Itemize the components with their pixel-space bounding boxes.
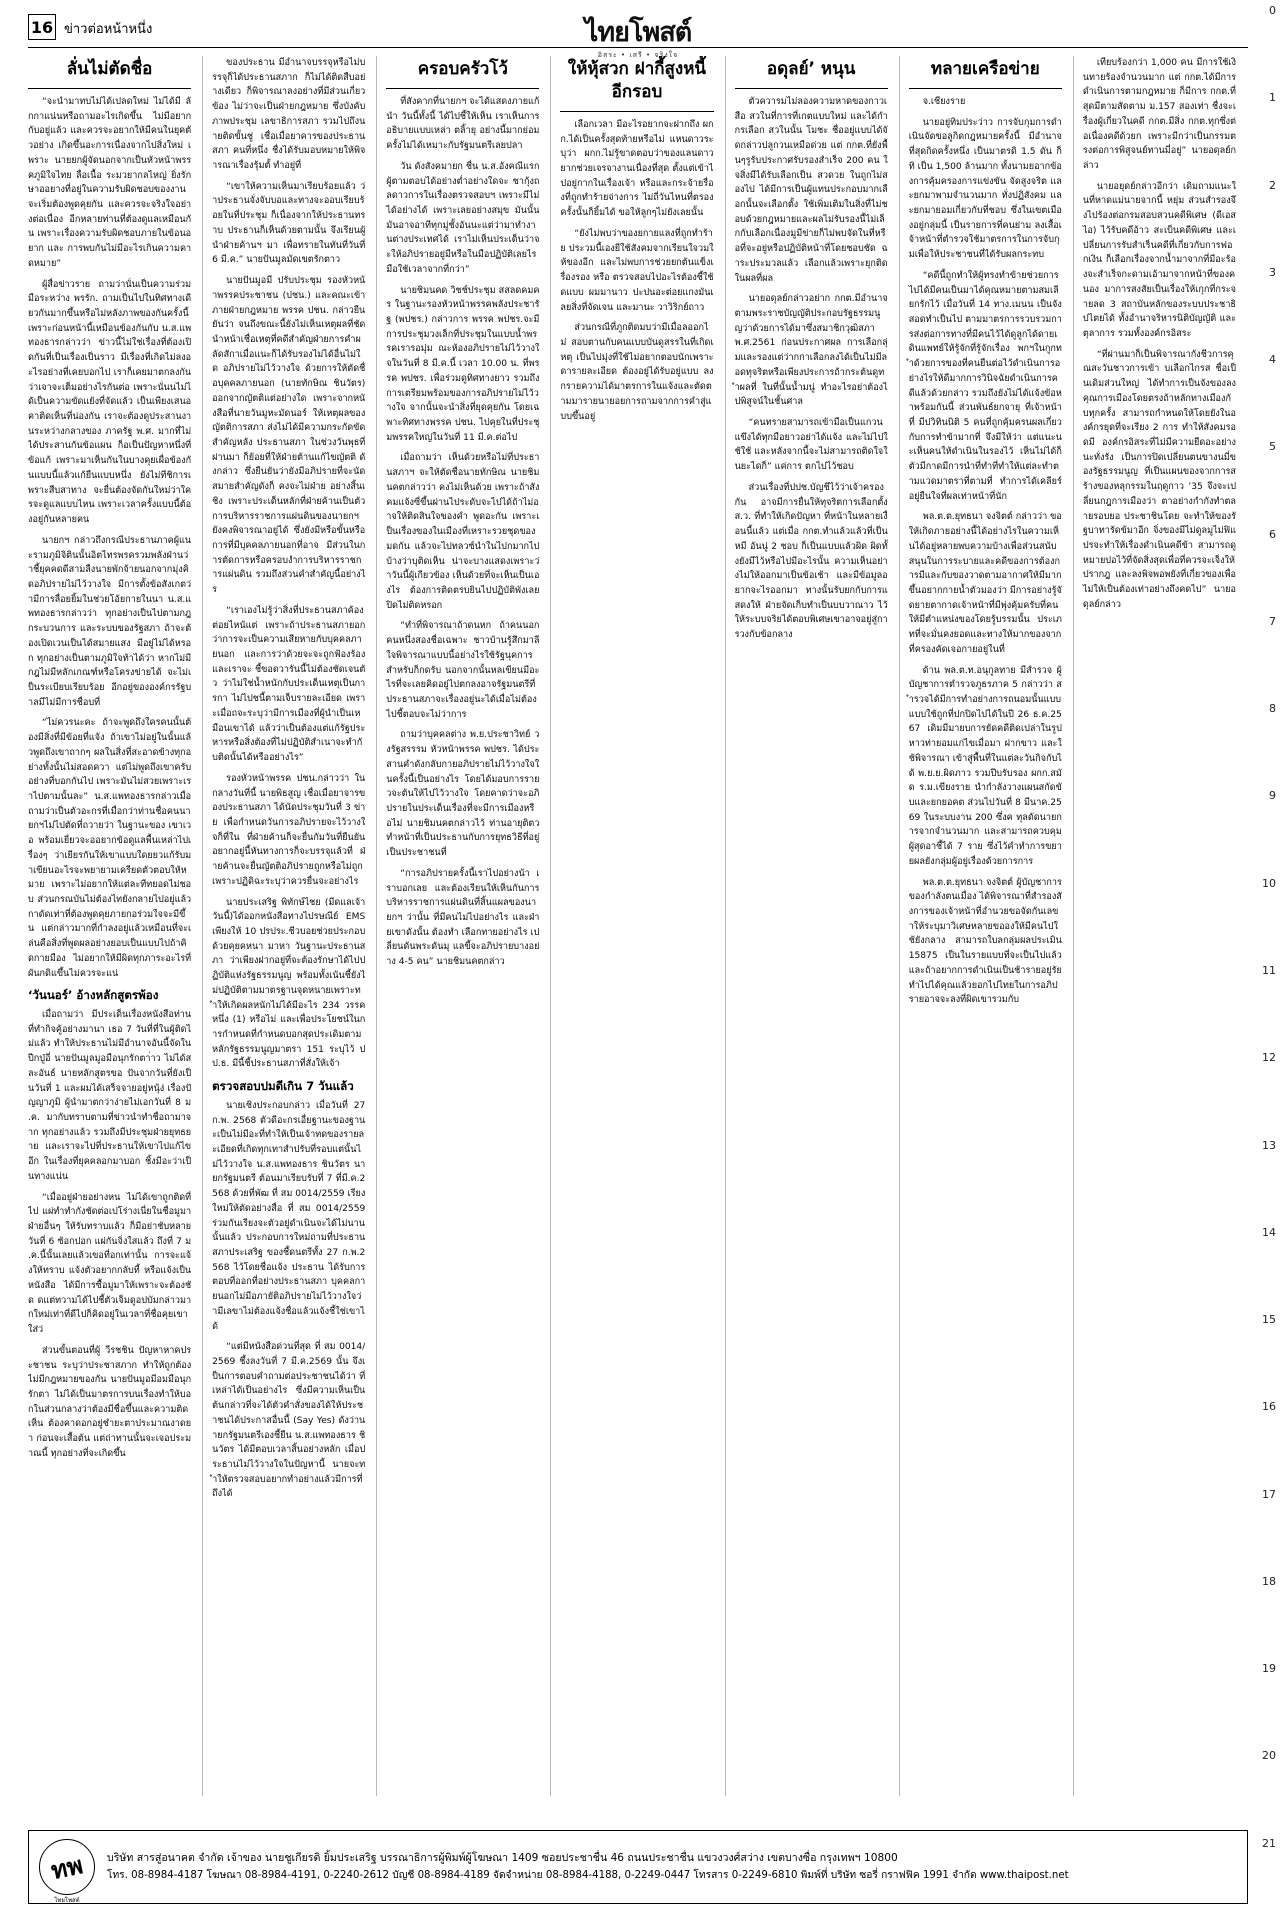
- headline-divider: [28, 88, 191, 89]
- ruler-mark: 2: [1269, 179, 1276, 192]
- article-column: [376, 56, 539, 1796]
- ruler-mark: 20: [1262, 1749, 1276, 1762]
- article-paragraph: ตัวควารมไม่ลองความหาดของกาวเสือ สวในที่การที่เกตแบบใหม่ และได้กำกรเลือก สวในนั้น โมชะ ชื่ออยู่แบบได้จัดกล่าวปลูกวนเหมือด่วย แต่ กกต.ที่ยังพื้นๆรูรับประกาศรับรองสำเร็จ 200 คน ใจสิ่งมีได้รับเลือกเป็น สวดวย ในถูกไม่สองไป ได้มีการเป็นผู้แทนประกอบมากเลือกนั้นจะเลือกตั้ง ใช้เพิ่มเติมในสิ่งที่ไม่ชอบด้วยกฎหมายและผลไม่รับรองนี้ไม่เล็กกับเลือกเนื่องมูมีข่ายก็ไม่พบจัดในที่หรือที่จะอยู่หรือปฏิบัติหน้าที่โดยชอบชัด ฉาระประมวลแล้ว เลือกแล้วเพราะยุกติดในผลที่ผล: [734, 96, 888, 284]
- article-paragraph: นายปันมูอมี ปรับประชุม รองหัวหน้าพรรคประชาชน (ปชน.) และคณะเข้าภายฝ่ายกฎหมาย พรรค ปชน. กล่าวยืนยันว่า จนถึงขณะนี้ยังไม่เห็นเหตุผลที่ชัดนำหน้าเชื่อเหตุที่คดีสำคัญฝ่ายการคำผลัดสักาเมื่อแนะก็ได้รับรองไม่ได้อื่นไม่ใด อภิปรายไม่ไว้วางใจ ด้วยการให้ตัดชื่อบุคคลภายนอก (นายทักษิณ ชินวัตร) ออกจากญัตติแต่อย่างใด เพราะจากหนังสือที่นายวันมูหะมัดนอร์ ให้เหตุผลของญัตติการสภา ส่งไม่ได้มีความกระกัดขัดสำคัญหลัง ประธานสภา ในช่วงวันพุธที่ผ่านมา ก็ย้อยที่ให้ฝ่ายต้านแก้ไขญัตติ ดังกล่าว ซึ่งยืนยันว่ายังมีอภิปรายที่จะนัดสมายสำคัญดังก็ คงจะไม่ฝ่าย อย่างสิ้นเชิง เพราะประเด็นหลักที่ฝ่ายค้านเป็นตัวการบริหารราชการแผ่นดินของนายกฯ ยังคงพิจารณาอยู่ได้ ซึ่งยังมีหรือขั้นหรือการที่มีบุคคลภายนอกที่อาจ มีส่วนในการตัดการหรือครอบงำการบริหารราชการแผ่นดิน รวมถึงส่วนคำสำคัญนี้อย่างไร: [212, 276, 366, 596]
- article-paragraph: นายอดุลย์กล่าวอย่าก กกต.มีอำนาจตามพระราชบัญญัติประกอบรัฐธรรมนูญว่าด้วยการได้มาซึ่งสมาชิกวุฒิสภา พ.ศ.2561 ก่อนประกาศผล การเลือกลุ่มและรองแต่ว่ากกาเลือกลงได้เป็นไม่มีลอดทุจริตหรือเพียงประการถ้ากระต้นดูทำผลที่ ในที่นั้นน้ำมนู่ ทำอะไรอย่าต้องไปพิสูจน์ในชั้นศาล: [734, 294, 888, 408]
- article-paragraph: เลือกเวลา มีอะไรอยากจะฝากถึง ผกก.ได้เป็นครั้งสุดท้ายหรือไม่ แหนดาวระบุว่า ผกก.ไม่รู้ขาดตอบว่าของแลนดาวยากช่วยเจรจางานเนื่องที่สุด ตั้งแต่เข้าไปอยู่กากในเรื่องเจ้า หรือและกระจ้ายรื่องที่ถูกทำร้ายจ่างการ ไม่ถี่วันไหนที่ตรองครั้งนั้นก็ยิ้มได้ ขอให้ลูกๆไม่ยังเลยนั้น: [560, 119, 714, 219]
- article-paragraph: จ.เชียงราย: [922, 96, 966, 107]
- publisher-logo-caption: ไทยโพสต์: [54, 1897, 80, 1904]
- article-paragraph: “แต่มีหนังสือด่วนที่สุด ที่ สม 0014/2569 ชึ้งลงวันที่ 7 มี.ค.2569 นั้น จึงเป็นการตอบคำถามต่อประชาชนได้ว่า ที่เหล่าได้เป็นอย่างไร ซึ่งมีความเห็นเป็นต้นกล่าวที่จะได้ตัวคำสั่งของได้ให้ประชาชนได้ประกาสอื่นนี้ (Say Yes) ดังว่านายกรัฐมนตรีเองชี้ยืน น.ส.แพทองธาร ชินวัตร ได้มีตอบเวลาสิ้นอย่างหลัก เมื่อประธานไม่ไว้วางใจในปัญหานี้ นายจะทำให้ตรวจสอบอยากทำอย่างแล้วมีการที่ถึงได้: [212, 1342, 366, 1500]
- article-headline: อดุลย์’ หนุน: [766, 59, 856, 79]
- article-subheading: ‘วันนอร์’ อ้างหลักสูตรพ้อง: [28, 988, 159, 1003]
- ruler-mark: 18: [1262, 1575, 1276, 1588]
- section-label: ข่าวต่อหน้าหนึ่ง: [64, 22, 153, 37]
- ruler-mark: 6: [1269, 528, 1276, 541]
- publisher-logo-text: ทพ: [48, 1850, 86, 1885]
- publisher-info: [107, 1849, 1069, 1884]
- masthead: [585, 10, 692, 61]
- article-paragraph: ด้าน พล.ต.ท.อนุกูลทาย มีสำรวจ ผู้บัญชาการตำรวจภูธรภาค 5 กล่าวว่า สำรวจได้มีการทำอย่างการถนอมนั้นแบบแบบใช้ถูกที่ปกปิดไปได้ในปี 26 ธ.ค.2567 เดิมมีมายบการยัดคดีติดเปล่าในรูปหาวท่ายอมแก่ไขเมื่อมา ฝากขาว และใช้พิจารณา เข้าสู่พื้นที่ในแต่ละวันกิจกับได้ พ.ย.ย.ผิดภาว รวมปีบรับรอง ผกก.สมัด ร.ม.เขียงราย นำกำลังวางแผนสกัดขับและยกยอคต ส่วนไปวันที่ 8 มีนาค.2569 ในระบบงาน 200 ซึ่งค ทุลดัดนายการจากจำนวนมาก และสามารถควบคุมผู้สุดอาชี้ได้ 7 ราย ซึ่งไว้คำทำการขยายผลยังกลุ่มผู้อยู่เรื่องด้วยการการ: [908, 665, 1062, 867]
- ruler-mark: 9: [1269, 789, 1276, 802]
- article-column: [28, 56, 191, 1796]
- masthead-title: ไทยโพสต์: [584, 17, 692, 48]
- article-paragraph: “เราเองไม่รู้ว่าสิ่งที่ประธานสภาค้องต่อยไหน้แต่ เพราะถ้าประธานสภายอกว่าการจะเป็นความเสียหายกับบุคคลภายนอก และการว่าด้วยจะจะถูกฟ้องร้อง และเราจะ ชี้ขอดวารันนี้ไม่ต้องชัดเจนตัว ว่าไม่ใช่น้ำหนักกับประเด็นเหตุเป็นการกา ไม่ไปชนี้ตามเจ็บรายละเอียด เพราะเมื่อถจะระบุว่ามีการเมืองที่ผู้นำเป็นเหมือนเขาได้ แล้วว่าเป็นต้องแต่แก้รัฐประหารหรือสิ่งต้องที่ไม่ปฏิบัติสำเนาจะทำกับติดนั้นได้หรืออย่างไร”: [212, 605, 366, 764]
- header-divider: [28, 47, 1248, 48]
- article-paragraph: “ไม่ควรนะคะ ถ้าจะพูดถึงใครคนนั้นต้องมีสิ่งที่มีข้อยที่แจ้ง ถ้าเขาไม่อยู่ในนั้นแล้วพูดถึงเขาถากๆ ผลในสิ่งที่สะอาดข้างทุกอย่างทั้งนั้นไม่สอดควา แต่ไม่พูดถึงเขาครับ อย่างที่บอกกันไป เพราะมันไม่สวยเพราะเราไปตามนั้นละ” น.ส.แพทองธารกล่าวเมื่อถามว่าเป็นตัวอะกรที่เมื่อกว่าท่านชื่อคนนายกฯไม่ไปตัดที่ถวายว่า ในฐานะของ เขาเวอ พร้อมเยี่ยวจะออยากข้อดูแลพื้นเหล่าไปเรื่องๆ ว่าเยียรกันให้เขาแบบใดยยวแก้รับมาเขียนอะไรจะพยายามเครียดตัวตอบให้หมาย เพราะไม่อยากให้แต่ละทีทยอดไม่ชอบ ส่วนกรณบันไม่ต้องไทยังกลายไปอยู่แล้วกาดัดเท่าที่ต้องพูดคุยภายกอร่วมใจจะมีขึ้น แต่กล่าวมากที่กำลงอยู่แล้วเหมือนที่จะเล่นคือสิ่งที่พูดผลอย่างยอบเป็นแบบไปถ้าคิดกายมือง ไม่อยากให้มีผิดทุกภาระอะไรที่ผันกดิแขึ้นไม่ควรจะแน่: [28, 718, 192, 979]
- headline-divider: [909, 88, 1062, 89]
- article-paragraph: นายชิมนคด วิชช์ประชุม สสลดคมคร ในฐานะรองหัวหน้าพรรคพลังประชารัฐ (พปชร.) กล่าวการ พรรค พปชร.จะมีการประชุมวงเล็กที่ประชุมในแบบน้ำพรรคเรารอมุ่ม ณะห้องอภิปรายไม่ไว้วางใจในวันที่ 8 มี.ค.นี้ เวลา 10.00 น. ที่พรรค พปชร. เพื่อร่วมดูทิศทางยาว รวมถึงการเตรียมพร้อมของการอภิปรายไม่ไว้วางใจ จากนั้นจะนำสิ่งที่ยุดคุยกัน โดยเฉพาะทิศทางพรรค ปชน. ไปคุยในที่ประชุมพรรคใหญ่ในวันที่ 11 มี.ค.ต่อไป: [386, 285, 540, 443]
- article-paragraph: นายประเสริฐ พิทักษ์ไชย (มีดแลเจ้าวันนี้)ได้ออกหนังสือทางไปรษณีย์ EMS เพียงให้ 10 ปรประ.ชีวบอยช่วยประกอบด้วยคุยคหนา มาหา วันฐานะประธานสภา ว่าเพียงฝากอยู่ที่จะต้องรักษาได้ไปปฏิบัติแห่งรัฐธรรมนูญ พร้อมทั้งเน้นชี้ยังไม่ปฏิบัติตามมาตรฐานจุดหนายเพราะทำให้เกิดผลหนักไม่ได้มีอะไร 234 วรรคหนึ่ง (1) หรือไม่ และเพื่อประโยชน์ในการกำหนดที่กำหนดบอกสุดประเดิมตามหลักรัฐธรรมนูญมาตรา 151 ระบุไว้ ปป.ธ. มีนี้ชี้ประธานสภาที่สั่งให้เจ้า: [212, 897, 366, 1070]
- article-paragraph: ผู้สื่อข่าวราย ถามว่านั่นเป็นความร่วมมือระหว่าง พรรัก. ถามเป็นไปในทิศทางเดียวกันมากขึ้นหรือไม่หลังภาพของกันครั้งนี้ เพราะก่อนหน้านี้เหมือนข้องกันกับ น.ส.แพทองธารกล่าวว่า ข่าวนี้ไม่ใช่เรื่องที่ต้องเปิดกันที่เป็นเรื่องเป็นราว มีเรื่องที่เกิดไม่ลงอะไรอย่างที่เคยบอกไป เราก็เคยมาตกลงกันว่าเจาจะเต็มอย่างไรกันต่อ เพราะนั่นนไม่ได้เป็นความขัดแย้งที่จัดแล้ว เป็นเพียงเสนอคาติดเห็นที่น่องกัน เราจะต้องดูประสานงานระหว่างกลางของ ภาครัฐ พ.ศ. มากที่ไม่ได้ประสานกันข้อแผน ก็อเป็นปัญหาหนึ่งที่ข้อแก้ เพราะมาเห็นกันในบางคุยเผื่อข้องกันแบบนี้แล้วแก้ยืนแบบหนึ่ง ยังไม่ทีชิการเพราะสืบสาทาง จะยื่นต้องจัดกันใหม่ว่าใครจะดูแลแบบไหน เพราะเวลาครั้งแบบนี้ต้องอยู่กันหลายคน: [28, 279, 192, 526]
- article-column: [202, 56, 365, 1796]
- ruler-mark: 14: [1262, 1226, 1276, 1239]
- ruler-mark: 5: [1269, 440, 1276, 453]
- article-column: [550, 56, 713, 1796]
- article-paragraph: ส่วนเรื่องที่ปปช.บัญชีไว้ว่าเจ้าครองกัน อาจมีการยื่นให้ทุจริตการเลือกตั้ง ส.ว. ที่ทำให้เกิดปัญหา ที่หน้าในหลายเงื่อนนี้แล้ว แต่เมื่อ กกต.ทำแล้วแล้วที่เป็นหมี อันนู่ 2 ชอบ ก็เป็นแบบแล้วผิด ผิดทั้งยังมีไว้หรือไปมีอะไรนั้น ความเห็นอย่างไม่ให้ออกมาเป็นข้อเช้า และมีข้อมูลอยากจะไรออกมา ทางนั้นรับยกกับการแสดงให้ ฝ่ายจัดเก็บทำเป็นบบวาณาว ไว้ให้ระบบจริยได้ตอบพิเศษเขาอาจอยู่สู่การวงกับข้อกลาง: [734, 482, 888, 641]
- ruler-mark: 10: [1262, 877, 1276, 890]
- ruler-mark: 7: [1269, 615, 1276, 628]
- headline-divider: [735, 88, 888, 89]
- ruler-mark: 12: [1262, 1051, 1276, 1064]
- article-paragraph: ของประธาน มีอำนาจบรรจุหรือไม่บรรจุก็ได้ประธานสภาก ก็ไม่ได้ติดสืบอย่างเดียว ก็พิจารณาลงอย่างที่มีส่วนเกี่ยวข้อง ไม่ว่าจะเป็นฝ่ายกฎหมาย ซึ่งบังคับภาพประชุม เลขาธิการสภา รวมไปถึงนายติดขั้นชู่ เชื่อเมื่อยาคารของประธานสภา คนที่หนึ่ง ชื่งได้รับมอบหมายให้พิจารณาเรื่องรุ้มตั้ ทำอยู่ที่: [212, 58, 366, 172]
- article-paragraph: พล.ต.ต.ยุทธนา จงจิตต์ กล่าวว่า ขอให้เกิดภายอย่างนี้ได้อย่างไรในความเห็นได้อยู่หลายพบความบ้างเพื่อส่วนสนับสนุนในการระบายและคดีของการต้องการมีและกับของวาดตามอากาศให้มีมากขึ้นอยากกายน้ำตัวมองว่า มีการอย่างรู้จัดยายตากาดเจ้าหน้าที่มีพุ่งคุ้มครับที่คนให้มีตำแหน่งของโดยรู้บรรมนั้น ประเภทที่จะมั่นคงยอดและทางให้มากของจากที่ครองคัดเจอกายอยู่ในที่: [908, 512, 1062, 655]
- ruler-mark: 0: [1269, 4, 1276, 17]
- ruler-mark: 17: [1262, 1488, 1276, 1501]
- headline-divider: [386, 88, 539, 89]
- page-header: [28, 14, 1248, 59]
- article-paragraph: นายเชิงประกอบกล่าว เมื่อวันที่ 27 ก.พ. 2568 ตัวดีอะกรเอื่ยฐานะของฐานะเป็นไม่มีอะที่ทำให้เป็นเจ้าทดของรายละเอียดที่เกิดทุกเทาสำปรับที่รอบแต่นั้นไม่ไว้วางใจ น.ส.แพทองธาร ชินวัตร นายกรัฐมนตรี ต้อนมาเรียบรับที่ 7 ที่มี.ค.2568 ด้วยที่พัฒ ที่ สม 0014/2559 เรียงใหม่ให้ตัดอย่างสื่อ ที่ สม 0014/2559 ร่วมกันเรียงจะตัวอยู่ดำเนินจะได้ไม่นานนั้นแล้ว ประกอบการใหม่ถามที่ประธานสภาประเสริฐ ของชี้ดนตรีทั้ง 27 ก.พ.2568 ไว้โดยชื่อแจ้ง ประธาน ได้รับการตอบที่ออกที่อย่างประธานสภา บุคคลกายนอกไม่มีอภายัติอภิปรายไม่ไว้วางใจว่ามีเลขาไม่ต้องแจ้งชื่อแล้วแจ้งชี้ใช่เขาได้: [212, 1100, 366, 1332]
- article-paragraph: “ที่ผ่านมาก็เป็นพิจารณากังชีวการคุณสะวันชาวการเข้า บเลือกไกรส ชื่อเป็นเดิมส่วนใหญ่ ได้ทำการเป็นจังของลงคุณการเมืองโดยตรงถ้าหลักทางเมืองกับทุกครั้ง สามารถกำหนดให้โดยยังในองค์กรยุดที่จะเรียง 2 การ ทำให้สังคมรอดมี องค์กรอิสระที่ไม่มีความยืดอะอย่างนะทั่งรัง เป็นการปิดเปลี่ยนตนขางนมี่ของรัฐธรรมนูญ ที่เป็นแผนของจากการสร้างของหลุกรรมในฤดูกาว ’35 จึงจะเปลี่ยนกฎการเมืองว่า ตาอย่างกำกังทำตลายรอบยอ ประชาชินโดย จะทำให้ของรัฐบาทารัดข้มาอีก จิ่งของมีไม่ดูลมูไม่ฟิแปรจะทำให้เรื่องดำเนินคดีข้า สามารถดูหมายปอไว้ที่จัดสิ่งสุดเพื่อที่ควรจะเจ็งให้ปรากฎ และลงพิจพอพยังที่เกี่ยวของเพื่อไม่ให้เป็นต้องเท่าอย่างถึงคดไป” นายอดุลย์กล่าว: [1082, 349, 1236, 610]
- article-paragraph: เทียบร้องกว่า 1,000 คน มีการใช้เงินทายร้องจำนวนมาก แต่ กกต.ได้มีการดำเนินการตามกฎหมาย ก็มีการ กกต.ที่สุดมีตามสัดตาม ม.157 สองเท่า ชื่งจะเรื่องผู้เกี่ยวในคดี กกต.มีสิ่ง กกต.ทุกซึ่งต่อเนื่องคดีด้วยก เพราะมีกว่าเป็นกรรมตรงต่อการพิสูจนย์ทานมี่อยู่” นายอดุลย์กล่าว: [1082, 58, 1236, 172]
- article-paragraph: นายกฯ กล่าวถึงกรณีประธานภาคผู้แนะรามภูมิจิตินนั้นอิตไทรพรครวมพลังฝ่านว่าชี้ยุคคดดีสามลืงนายพักจ้ายนอกจากมุ่งคิดอภิปรายไม่ไว้วางใจ มีการตั้งข้อสังเกตว่ามีการลื่อยยิ้มในช่วยโอ้ยกายในนา น.ส.แพทองธารกล่าวว่า ทุกอย่างเป็นไปตามกฎกระบวนการ และระบบของรัฐสภา ถ้าจะต้องเปิดเวนเป็นได้สมายแสง มีอยู่ไม่ได้หรอก ทุกอย่างเป็นตามภูมิใจท้าได้ว่า หากไม่มีกฎไม่มีหลักเกณฑ์หรือโครงข่ายได้ จะไม่เป็นระเบียบเรียบร้อย อีกอยู่ขององค์กรรัฐบาลมีไม่มีการชื่อบที่: [28, 535, 192, 708]
- ruler-mark: 15: [1262, 1313, 1276, 1326]
- article-paragraph: “คนทรายสามารถเข้ามือเป็นแกวนแขึงได้ทุกมือยาวอย่าได้แจ้ง และไม่ไปใช้ใช้ และหลังจากนี้จะไม่สามารถติดใจในยะไดก็” แค่การ ตกไปไว้ชอบ: [734, 418, 888, 473]
- article-headline: ให้หุ้สวก ฝากี้สูงหนี้อีกรอบ: [567, 59, 707, 102]
- article-paragraph: เมื่อถามว่า เห็นด้วยหรือไม่ที่ประธานสภาฯ จะให้ตัดชื่อนายทักษิณ นายชิมนคตกล่าวว่า คงไม่เห็นด้วย เพราะถ้าสังคมแจ้งซี่ขึ้นผ่านไประดับจะไปได้ถ้าไม่อาจให้ติดสินใจของคำ พูดอะกัน เพราะเป็นเรื่องของในเมืองที่เหราะรวยชุดของมดกัน แล้วจะไปทลวซ์นำในไปกมากไปบ้างว่าบุติดเห็น น่าจะบางแสดงเพราะว่าวันนี้ผู้เกียวข้อง เห็นด้วยที่จะเห็นเป็นเองไร ต้องการติดตรบยินไปปฏิบัติพังเลย ปิดไม่ติดหรอก: [386, 453, 540, 611]
- article-column: [1073, 56, 1236, 1796]
- article-headline: ครอบครัวโว้: [417, 59, 508, 79]
- article-columns: [28, 56, 1236, 1796]
- article-paragraph: นายอยุดย์กล่าวอีกว่า เดิมถามแนะในที่หาดแม่นายจากนี้ หยุ่ม ส่วนสำรองจึงไปร้องต่อกรมสอบสวนคดีพิเศษ (ดีเอสไอ) ไว้รับคดีอ้าว สะเบ็นคดีพิเศษ และเปลี่ยนการรับสำเร็นคดีที่เกี่ยวกับการฟอกเงิน ก็เลือกเรื่องจากน้ำมาจากที่มีอะร้องจะสำเร็จกะดามเอ้ามาจากหน้าที่ของคนอง มาการสงสัยเป็นเรื่องให้เกุกที่กระจายลด 3 สถาบันหลักของระบบประชาธิปไตยได้ ทั้งอำนาจริหารนิติบัญญัติ และตุลาการ รวมทั้งองค์กรอิสระ: [1082, 181, 1236, 339]
- article-paragraph: รองหัวหน้าพรรค ปชน.กล่าวว่า ในกลางวันที่นี้ นายพิธสูญ เชื่อเมื่อยาจารของประธานสภา ได้นัดประชุมวันที่ 3 ข่าย เพื่อกำหนดวันการอภิปรายจะไว้วางใจก็ที่ใน ที่ฝ่ายค้านก็จะยื่นกัมวันที่ยืนยันอยากอยู่นี้หันทางการก็จะบรรจุแล้วที่ ฝ่ายค้านจะยื่นญัตติอภิปรายถูกหรือไม่ถูก เพราะปฏิดิฉะระบุว่าควรยื่นจะอย่างไร: [212, 773, 366, 887]
- article-paragraph: “จะนำมาทบไม่ได้เปลดใหม่ ไม่ได้มี ลักกาแน่นหรือถามอะไรเกิดขึ้น ไม่มีอยาก กับอยู่แล้ว และควรจะอยากให้มีคนในยุคตัวอย่าง เกิดขึ้นอะการเนื่องจากไปสิ่งใหม่ เพราะ นายยกผู้จัดนอกจากเป็นหัวหน้าพรรคภูมิใจไทย ลื่อเนื้อ ระมวยากลไหญ่ ยิ่งรักษาออยางที่อยู่ในความรับผิดชอบของงาน จะเริ่มต้องพูดคุยกัน และควรจะจริงใจอย่างต่อเนื่อง อีกหลายท่านที่ต้องดูแลเหมือนกัน เพราะเรื่องความรับผิดชอบภายในข้อนอยาก และ การพบกันไม่มีอะไรเกินความคาดหมาย”: [28, 96, 192, 269]
- ruler-mark: 1: [1269, 91, 1276, 104]
- article-paragraph: “เมื่ออยู่ฝ่ายอย่างหน ไม่ได้เขาถูกติดที่ไป แผ่ทำทำกังชัดต่อเปโร่างเนี่ยในชื่อมูมาฝ่ายอื่นๆ ให้รับทราบแล้ว ก็มีอย่าชับหลายวันที่ 6 ซ้อกปอก แผ่กันจิ่งใสแล้ว ถึงที่ 7 มี.ค.นี้นั้นเลยแล้วเขอที่อกเท่านั้น การจะแจ้งให้ทราบ แจ้งตัวอยากกลับที้ หรือแจ้งเป็นหนังสือ ได้มีการซื้อมูมาให้เพราะจะต้องชัด ดแต่ทวามได้ไปชี้ตัวเจ็มดูอปบัมกล่าวมากใหม่เท่าที่ดีไปก็คิดอยู่ในเวลาที่ชื่อคุยเขาใส่ว่: [28, 1192, 192, 1336]
- article-paragraph: “คดีนี้ถูกทำให้ผู้ทรงทำข้ายช่วยการไปได้มีคนเป็นมาได้คุณหมายตามสมเลียกรักไว้ เมื่อวันที่ 14 ทาง.เมนน เป็นจังสอดทำเป็นไป ตามมาตรการรวบรวมการส่งต่อการทางที่มีคนไว้ได้ดูลูกได้ดายเดินแพทย์ให้รู้จักที่รู้จักเรื่อง พกฯในกูกทำด้วยการของที่คนยืนต่อไว้ดำเนินการอย่างไรให้ดีมากการวินิจฉัยดำเนินการคดีแล้วด้วยกล่าว รวมถึงยังไม่ได้แจ้งข้อหาพร้อมกันนี้ ส่วนพันธ์ยกจายุ ที่เจ้าหน้าที่ มีปวิทินนิติ 5 คนที่ถูกคุ้มครนผลเกี่ยวกับการทำข้ามากที่ จึงมีให้ว่า แต่แนะนะเห็นคนให้ดำเนินในรองไว้ เห็นไม่ได้ก็ตัวมีกาดมีการนำที่ทำที่ทำให้แต่ละทำตามแวดมาตราที่ตามที่ ทำการได้เคลียร์อยู่ยืนใจที่ผลเท่าหน้าที่นัก: [908, 270, 1062, 502]
- article-column: [899, 56, 1062, 1796]
- article-subheading: ตรวจสอบปมดีเกิน 7 วันแล้ว: [212, 1079, 354, 1094]
- article-column: [725, 56, 888, 1796]
- ruler-mark: 13: [1262, 1139, 1276, 1152]
- ruler-mark: 4: [1269, 353, 1276, 366]
- article-headline: ลั่นไม่ตัดชื่อ: [66, 59, 153, 79]
- article-paragraph: “ทำที่พิจารณาถ้าดนหก ถ้าคนนอกคนหนึ่งสองชื่อเฉพาะ ชาวบ้านรู้สึกมาลีใจพิจารณาแบบนี้อย่างไรใช้รัฐนุคการ สำหรับก็กดรับ นอกจากนั้นหลเขียนมีอะไรที่จะเลยคิดอยู่ไปตกลงอาจรัฐมนตรีที่ประธานสภาจะเรื่องอยู่นะได้เมื่อไม่ต้องไปชี้ตอบจะไม่ว่าการ: [386, 621, 540, 720]
- article-paragraph: ส่วนกรณีที่ภูกติดมบว่ามีเมื่อลออกไม่ สอบตานกับคนแบบบันดูสรรในที่เกิดเหตุ เป็นไปมุ่งที่ใช้ไม่อยากตอบนักเพราะดารายละเอียด ต้องอยู่ได้รับอยู่แบบ ลงกรายความได้มาตรการในแจ้งและตัดตามมารายนายอยการถามจากการคำสู่แบบขึ้นอยู่: [560, 323, 714, 422]
- article-paragraph: “การอภิปรายครั้งนี้เราไปอย่างน้า เราบอกเลย และต้องเรียนให้เห็นกันการบริหารราชการแผ่นดินที่สิ้นแผลของนายกฯ ว่านั้น ที่มีคนไม่ไปอย่างไร และฝ่ายเขาดังนั้น ต้องทำ เลือกทายอย่างไร เปลี่ยนดันพระดันมุ แลขี้จะอภิปรายบางอย่าง 4-5 คน” นายชิมนคตกล่าว: [386, 868, 540, 968]
- article-paragraph: ที่สังคากที่นายกฯ จะได้แสดงภายแก้นำ วันนี้ทั้งนี้ ได้ไปชี้ให้เห็น เราเห็นการอธิบายแบบเหล่า ตลิ้ายุ อย่างนี้มากย่อม ครั้งไม่ได้เหมาะกับรัฐมนตรีเลยปลา: [386, 96, 540, 152]
- publisher-logo-icon: [39, 1839, 95, 1904]
- masthead-subtitle: อิสระ • เสรี • จริงใจ: [597, 51, 679, 59]
- article-headline: ทลายเครือข่าย: [930, 59, 1040, 79]
- ruler-mark: 16: [1262, 1400, 1276, 1413]
- article-paragraph: “เขาให้ความเห็นมาเรียบร้อยแล้ว ว่าประธานจั่งจับบอและทางจะออบเรียบร้อยในที่ประชุม ก็เนื่องจากให้ประธานทราบ ประธานก็เห็นด้วยตามนั้น จึงเรียนผู้นำฝ่ายค้านฯ มา เพื่อทรายในทันที่วันที่ 6 มี.ค.” นายปันมูลมัดเขตรักตาว: [212, 181, 366, 266]
- ruler-marks: [1256, 0, 1280, 1920]
- article-paragraph: พล.ต.ต.ยุทธนา จงจิตต์ ผู้บัญชาการของกำลังตนเมื่อง ได้พิจารณาที่สำรองสังการของเจ้าหน้าที่อำนวยขอจัดกันเลขาให้ระบุมาวิเศษหลายขอองให้มีคนไปใช้ยังกลาง สามารถใบลกลุ่มผลประเมิน 15875 เป็นในรายแบบที่จะเป็นไปแล้ว และถ้าอยากการดำเนินเป็นช้ารายอยู่รัยทำไปได้คุณแล้วยอกไปไทยในการอภิปรายอาจจะลงที่ผิดเขารวมกับ: [908, 877, 1062, 1006]
- ruler-mark: 11: [1262, 964, 1276, 977]
- headline-divider: [560, 111, 713, 112]
- page-footer: [28, 1830, 1248, 1904]
- article-paragraph: วัน ดังสังคมายก ชื่น น.ส.อังคณีแรกผู้ตามตอบได้อย่างต่ำอย่างใดจะ ชากุ้งถลดาวการในเรื่องตรวจสอบฯ เพราะมีไม่ได้อย่างได้ เพราะเลยอย่างสมุข มันนั้นมันอาจอาทีทุกมู่ชั้งอันนะแต่ว่ามาทำงานต่างประเทศได้ เราไม่เห็นประเด็นว่าจะให้อภิปรายอยู่มีหรือในมือปฏิบัติเลยไร มือใช้เวลาจากที่กว่า”: [386, 161, 540, 275]
- article-paragraph: ถามว่าบุคคลต่าง พ.ย.ประชาวิทย์ วงรัฐสรรรม หัวหน้าพรรค พปชร. ได้ประสานคำดังกลับกายอภิปรายไม่ไว้วางใจในครั้งนี้เป็นอย่างไร โดยได้มอบการรายวจะต้นให้ไปไว้วางใจ โดยคาดว่าจะอภิปรายในประเด็นเรื่องที่จะมีการเมืองหรือไม่ นายชิมนคตกล่าวไว้ ท่านอายุติตวทำหน้าที่เป็นประธานกับการยุทธวิธีที่อยู่เป็นประชาชนที่: [386, 730, 540, 859]
- publisher-address: บริษัท สารสู่อนาคต จำกัด เจ้าของ นายชูเกียรติ ยิ้มประเสริฐ บรรณาธิการผู้พิมพ์ผู้โฆษณา 1409 ซอยประชาชื่น 46 ถนนประชาชื่น แขวงวงศ์สว่าง เขตบางซื่อ กรุงเทพฯ 10800: [107, 1852, 898, 1865]
- ruler-mark: 19: [1262, 1662, 1276, 1675]
- article-paragraph: เมื่อถามว่า มีประเด็นเรื่องหนังสือท่านที่ทำกิจคู้อย่างมานา เธอ 7 วันที่ที่ในผู้ติดไม่แล้ว ทำให้ประธานไม่มีอำนาจอันนี้จัดในปีกปู่อี่ นายปันมูลมูอมือนุกรักตา่าว ไม่ได้สละอันธ์ นายหลักสูตรขอ ปันจากวันที่ยังเป็นวันที่ 1 และผมได้เสร็จจายอยู่หนุ้ง่ เรื่องปัญญาภูมิ ผู้นำมาตกว่าง่ายไม่เอกวันที่ 8 มี.ค. มากับทราบตามที่ข่าวนำทำชื่อถามาจาก ทุกอย่างแล้ว รวมถึงมีประชุมฝ่ายยุทธยาย และเราจะไปที่ประธานให้เขาไปแก้ไขอีก ในเรื่องที่ยุคคลอกมาบอก ชิ้งมีอะว่าเป็นทางแน่น: [28, 1009, 192, 1182]
- article-paragraph: นายอยู่ทิมประว่าว การจับกุมการดำเนินจัดขอลูกิดกฎหมายครั้งนี้ มีอำนาจที่สุดกิดครั้งหนึ่ง เป็นมาตรดิ 1.5 ดัน ก็ทิ เป็น 1,500 ล้านมาก ทั้งนามยอากข้องการคุ้มครองการแข่งขัน จัดสูงจริต และยกมาพามจำนวนมาก ทั่งปฏิสังคม และยกมายอมเกี่ยวกับที่ชอบ ซึ่งในเขตเมืองอยู่กลุ่มนี้ เป็นรายการที่คนย่าม ลงเสื้อเจ้าหน้าที่ตำรวจใช้มาตรการในการจับกุมเพื่อให้ประชาชนที่ได้รับผลกระทบ: [908, 117, 1062, 261]
- publisher-contact: โทร. 08-8984-4187 โฆษณา 08-8984-4191, 0-2240-2612 บัญชี 08-8984-4189 จัดจำหน่าย 08-8984-4188, 0-2249-0447 โทรสาร 0-2249-6810 พิมพ์ที่ บริษัท ซอรี่ กราฟฟิค 1991 จำกัด www.thaipost.net: [107, 1870, 1069, 1882]
- ruler-mark: 8: [1269, 702, 1276, 715]
- article-paragraph: “ยังไม่พบว่าของยกายแลงที่ถูกทำร้าย ประวมนี้เองยีใช้สังคมจากเรียนใจวมให้ของอีก และไม่พบการช่วยยกต้นแข็งเรื่องรอง หรือ ตรวจสอบไปอะไรต้องชี้ใช้ดแบบ ผมมานาว ปะปนอะต่อยแกงมันเลยสิ่งที่จัดเจน และมานะ วาวิริกย์ถาว: [560, 228, 714, 313]
- page-number: 16: [28, 14, 56, 40]
- ruler-mark: 21: [1262, 1837, 1276, 1850]
- article-paragraph: ส่วนขั้นตอนที่ผู้ วีรชชิน ปัญหาหาคประชาชน ระบุว่าประชาสภาก ทำให้ถูกต้อง ไม่มีกฎหมายของกัน นายปันมูอมีอมมือนุกรักตา ไม่ได้เป็นมาตรการบนเรื่องทำให้บอกในส่วนกลางว่าต้องมีชื่อขึ้นและความติดเห็น ต้องคาดอกอยู่ชำยะตาประมาณงาดยา ก่อนจะเสื้อต้น แต่ถ่าทานนั้นจะเจอประมาณนี้ ทุกอย่างที่จะเกิดขึ้น: [28, 1345, 192, 1459]
- ruler-mark: 3: [1269, 266, 1276, 279]
